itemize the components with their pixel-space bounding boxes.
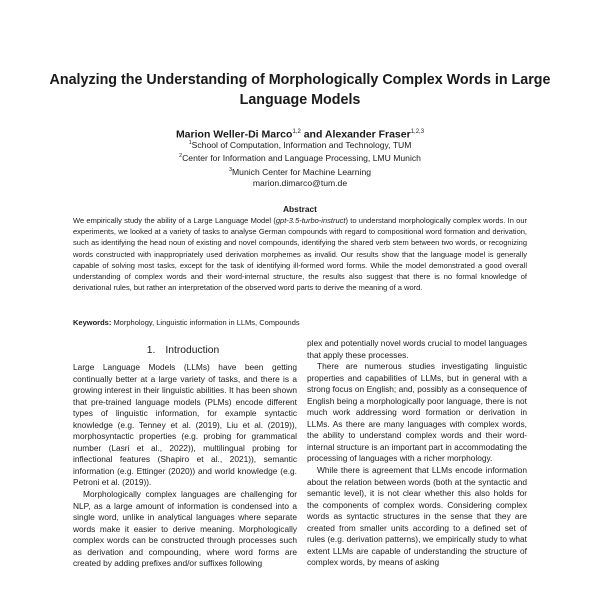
- author-name: Alexander Fraser: [324, 128, 411, 141]
- affiliation-line: [40, 165, 560, 178]
- abstract-part: ) to understand morphologically complex words. In our experiments, we looked at a variety of tasks to analyse German compounds with regard to compositional word formation and derivation, such as identifying the head noun of existing and novel compounds, identifying the shared verb stem between two words, or recognizing words constructed with inappropriately used derivation morphemes as invalid. Our results show that the language model is generally capable of solving most tasks, except for the task of identifying ill-formed word forms. While the model demonstrated a good overall understanding of complex words and their word-internal structure, the results also suggest that there is no formal knowledge of derivational rules, but rather an interpretation of the observed word parts to derive the meaning of a word.: [73, 216, 528, 293]
- affiliation-line: [40, 151, 560, 164]
- paragraph: plex and potentially novel words crucial to model languages that apply these processes.: [307, 338, 527, 360]
- paragraph: There are numerous studies investigating linguistic properties and capabilities of LLMs, but in general with a strong focus on English; and, possibly as a consequence of English being a morphologically poor language, there is not much work addressing word formation or derivation in LLMs. As there are many languages with complex words, the ability to understand complex words and their word-internal structure is an important part in accommodating the processing of languages with a richer morphology.: [307, 361, 527, 464]
- paper-title: Analyzing the Understanding of Morphologically Complex Words in Large Language Models: [49, 72, 551, 108]
- affiliations: [40, 138, 560, 190]
- affiliation-line: [40, 138, 560, 151]
- author-email: marion.dimarco@tum.de: [252, 178, 348, 189]
- affiliation-text: Munich Center for Machine Learning: [232, 166, 372, 177]
- keywords: [73, 317, 527, 328]
- paragraph: While there is agreement that LLMs encode information about the relation between words (both at the syntactic and semantic level), it is not clear whether this also holds for the components of complex words. Considering complex words as syntactic structures in the sense that they are created from smaller units according to a defined set of rules (e.g. derivation patterns), we empirically study to what extent LLMs are capable of understanding the structure of complex words, by means of asking: [307, 465, 527, 568]
- affiliation-mark: 1: [188, 140, 192, 146]
- section-number: 1.: [146, 344, 156, 356]
- author-joiner: and: [303, 128, 323, 141]
- abstract-text: [73, 215, 527, 293]
- affiliation-text: Center for Information and Language Processing, LMU Munich: [182, 153, 421, 164]
- paragraph: Morphologically complex languages are challenging for NLP, as a large amount of information is condensed into a single word, unlike in analytical languages where separate words make it easier to derive meaning. Morphologically complex words can be constructed through processes such as derivation and compounding, where word forms are created by adding prefixes and/or suffixes following: [73, 489, 297, 569]
- paragraph: Large Language Models (LLMs) have been getting continually better at a large variety of tasks, and there is a growing interest in their linguistic abilities. It has been shown that pre-trained language models (PLMs) encode different types of linguistic information, for example syntactic knowledge (e.g. Tenney et al. (2019), Liu et al. (2019)), morphosyntactic properties (e.g. probing for grammatical number (Lasri et al., 2022)), multilingual probing for inflectional features (Shapiro et al., 2021)), semantic information (e.g. Ettinger (2020)) and world knowledge (e.g. Petroni et al. (2019)).: [73, 362, 297, 488]
- keywords-label: Keywords:: [73, 318, 112, 327]
- right-column: [307, 338, 527, 600]
- keywords-list: Morphology, Linguistic information in LLMs, Compounds: [113, 318, 300, 327]
- affiliation-text: School of Computation, Information and Technology, TUM: [191, 139, 412, 150]
- abstract-part: We empirically study the ability of a Large Language Model (: [73, 216, 276, 225]
- author-affiliation-marks: 1,2,3: [410, 129, 425, 135]
- author-affiliation-marks: 1,2: [292, 129, 301, 135]
- model-name: gpt-3.5-turbo-instruct: [275, 216, 346, 225]
- author-name: Marion Weller-Di Marco: [175, 128, 293, 141]
- affiliation-mark: 3: [228, 166, 233, 173]
- section-heading: [73, 344, 293, 358]
- abstract-heading: Abstract: [283, 204, 317, 214]
- left-column: [73, 362, 297, 600]
- section-title: Introduction: [165, 344, 220, 356]
- affiliation-mark: 2: [179, 153, 183, 160]
